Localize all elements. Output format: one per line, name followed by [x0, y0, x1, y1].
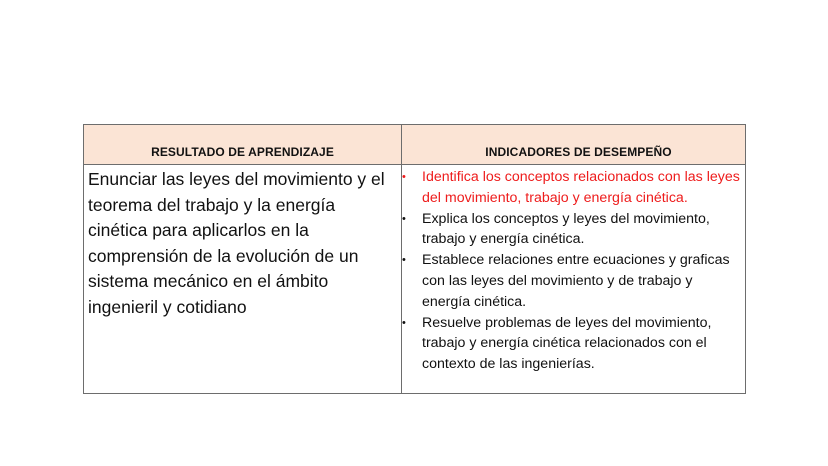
bullet-icon: • — [402, 254, 406, 267]
indicador-item-2 — [402, 209, 743, 251]
indicador-item-4 — [402, 313, 743, 375]
indicadores-cell — [402, 165, 746, 394]
indicador-text: Explica los conceptos y leyes del movimiento, trabajo y energía cinética. — [422, 210, 710, 248]
learning-outcomes-table — [83, 124, 746, 394]
indicador-text: Identifica los conceptos relacionados con las leyes del movimiento, trabajo y energía cinética. — [422, 169, 740, 206]
header-resultado-aprendizaje: RESULTADO DE APRENDIZAJE — [84, 125, 402, 165]
resultado-text: Enunciar las leyes del movimiento y el teorema del trabajo y la energía cinética para aplicarlos en la comprensión de la evolución de un sistema mecánico en el ámbito ingenieril y cotidiano — [88, 169, 385, 317]
resultado-cell — [84, 165, 402, 394]
indicador-item-1 — [402, 167, 743, 209]
table-row — [84, 165, 746, 394]
header-indicadores-desempeno: INDICADORES DE DESEMPEÑO — [402, 125, 746, 165]
bullet-icon: • — [402, 171, 406, 183]
indicador-text: Establece relaciones entre ecuaciones y graficas con las leyes del movimiento y de trabajo y energía cinética. — [422, 252, 730, 310]
indicadores-list — [402, 165, 745, 375]
bullet-icon: • — [402, 316, 406, 329]
table-header-row — [84, 125, 746, 165]
indicador-item-3 — [402, 250, 743, 312]
bullet-icon: • — [402, 212, 406, 225]
indicador-text: Resuelve problemas de leyes del movimiento, trabajo y energía cinética relacionados con el contexto de las ingenierías. — [422, 314, 712, 373]
